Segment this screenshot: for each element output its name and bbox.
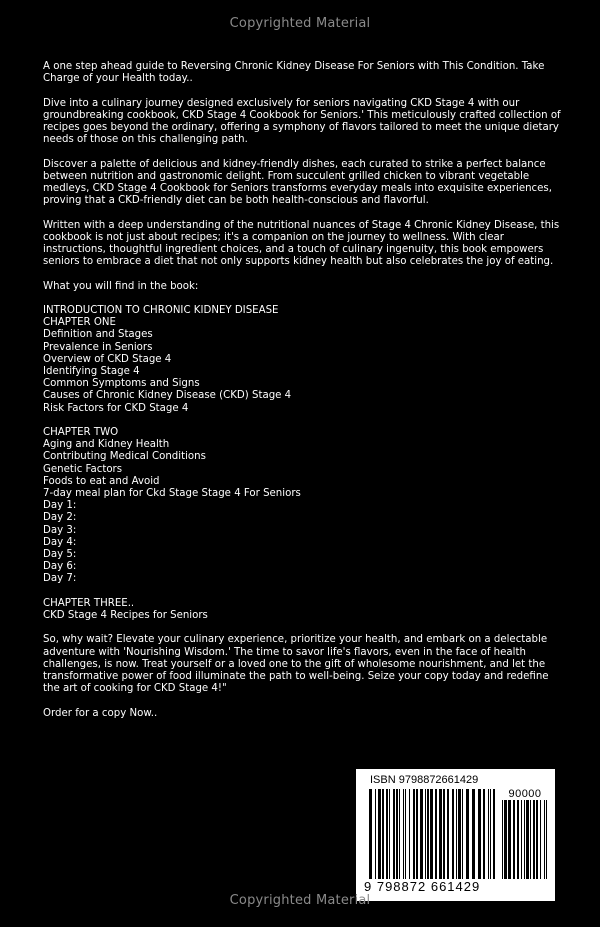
barcode-bar [472,789,475,879]
barcode-bar [466,789,469,879]
toc-line: CKD Stage 4 Recipes for Seniors [43,610,208,622]
barcode-bar [513,800,515,879]
isbn-digits: 9 798872 661429 [364,879,481,894]
barcode-bar [393,789,395,879]
toc-section-2 [43,427,563,586]
barcode-bar [456,789,457,879]
barcode-bar [413,789,415,879]
description-paragraph-1: Dive into a culinary journey designed exclusively for seniors navigating CKD Stage 4 with our groundbreaking cookbook, CKD Stage 4 Cookbook for Seniors.' This meticulously crafted collection of recipes goes beyond the ordinary, offering a symphony of flavors tailored to meet the unique dietary needs of those on this challenging path. [43,97,561,146]
toc-line: Day 5: [43,549,77,561]
barcode-bar [416,789,418,879]
barcode-bar [533,800,535,879]
isbn-barcode-panel [356,769,555,901]
barcode-bar [478,789,481,879]
toc-section-3 [43,598,563,622]
toc-line: Day 3: [43,524,77,536]
barcode-bar [546,800,547,879]
barcode-bar [427,789,429,879]
closing-paragraph: So, why wait? Elevate your culinary experience, prioritize your health, and embark on a delectable adventure with 'Nourishing Wisdom.' The time to savor life's flavors, even in the face of health challenges, is now. Treat yourself or a loved one to the gift of wholesome nourishment, and let the transformative power of food illuminate the path to well-being. Seize your copy today and redefine the art of cooking for CKD Stage 4!" [43,634,549,695]
toc-line: Risk Factors for CKD Stage 4 [43,402,189,414]
barcode-bar [382,789,384,879]
toc-line: Genetic Factors [43,463,123,475]
toc-line: CHAPTER TWO [43,427,119,438]
barcode-bar [544,800,545,879]
barcode-bar [508,800,511,879]
toc-line: INTRODUCTION TO CHRONIC KIDNEY DISEASE [43,304,279,316]
watermark-top: Copyrighted Material [229,16,371,31]
toc-line: Contributing Medical Conditions [43,451,206,463]
toc-line: Day 6: [43,561,77,573]
barcode-bar [524,800,525,879]
toc-line: Day 4: [43,536,77,548]
barcode-bar [439,789,442,879]
barcode-bar [521,800,522,879]
barcode-bar [536,800,538,879]
barcode-bar [405,789,406,879]
barcode-bar [490,789,491,879]
toc-line: CHAPTER THREE.. [43,597,135,609]
intro-paragraph: A one step ahead guide to Reversing Chronic Kidney Disease For Seniors with This Condition. Take Charge of your Health today.. [43,61,545,85]
barcode-bar [425,789,426,879]
price-addon-digits: 90000 [508,788,542,800]
barcode-bar [462,789,463,879]
barcode-bar [369,789,372,879]
barcode-bar [378,789,381,879]
addon-barcode-icon [502,800,548,879]
back-cover-text [43,61,563,732]
description-paragraph-3: Written with a deep understanding of the nutritional nuances of Stage 4 Chronic Kidney Disease, this cookbook is not just about recipes; it's a companion on the journey to wellness. With clear instructions, thoughtful ingredient choices, and a touch of culinary ingenuity, this book empowers seniors to embrace a diet that not only supports kidney health but also celebrates the joy of eating. [43,219,560,268]
toc-line: Day 7: [43,573,77,585]
barcode-bar [399,789,400,879]
barcode-bar [447,789,449,879]
toc-line: Day 1: [43,500,77,512]
barcode-bar [517,800,519,879]
toc-line: 7-day meal plan for Ckd Stage Stage 4 For Seniors [43,488,301,500]
barcode-bar [526,800,529,879]
toc-line: Aging and Kidney Health [43,439,170,451]
barcode-bar [403,789,404,879]
barcode-bar [409,789,410,879]
barcode-bar [389,789,390,879]
toc-line: Overview of CKD Stage 4 [43,353,172,365]
isbn-label: ISBN 9798872661429 [370,774,479,786]
description-paragraph-2: Discover a palette of delicious and kidney-friendly dishes, each curated to strike a perfect balance between nutrition and gastronomic delight. From succulent grilled chicken to vibrant vegetable medleys, CKD Stage 4 Cookbook for Seniors transforms everyday meals into exquisite experiences, proving that a CKD-friendly diet can be both health-conscious and flavorful. [43,158,552,207]
toc-line: Day 2: [43,512,77,524]
toc-line: CHAPTER ONE [43,317,116,329]
barcode-icon [369,789,497,879]
toc-line: Foods to eat and Avoid [43,475,160,487]
barcode-bar [386,789,388,879]
barcode-bar [430,789,433,879]
barcode-bar [488,789,489,879]
toc-section-1 [43,305,563,415]
toc-line: Common Symptoms and Signs [43,378,200,390]
barcode-bar [396,789,398,879]
barcode-bar [375,789,376,879]
call-to-action: Order for a copy Now.. [43,707,158,719]
toc-line: Causes of Chronic Kidney Disease (CKD) Stage 4 [43,390,292,402]
barcode-bar [483,789,485,879]
barcode-bar [443,789,445,879]
barcode-bar [435,789,437,879]
toc-line: Prevalence in Seniors [43,341,153,353]
watermark-bottom: Copyrighted Material [229,893,371,908]
barcode-bar [540,800,541,879]
barcode-bar [504,800,507,879]
barcode-bar [530,800,531,879]
barcode-bar [502,800,503,879]
toc-line: Identifying Stage 4 [43,366,140,377]
barcode-bar [493,789,495,879]
contents-heading: What you will find in the book: [43,280,199,292]
barcode-bar [458,789,461,879]
barcode-bar [420,789,423,879]
toc-line: Definition and Stages [43,329,153,341]
barcode-bar [452,789,454,879]
